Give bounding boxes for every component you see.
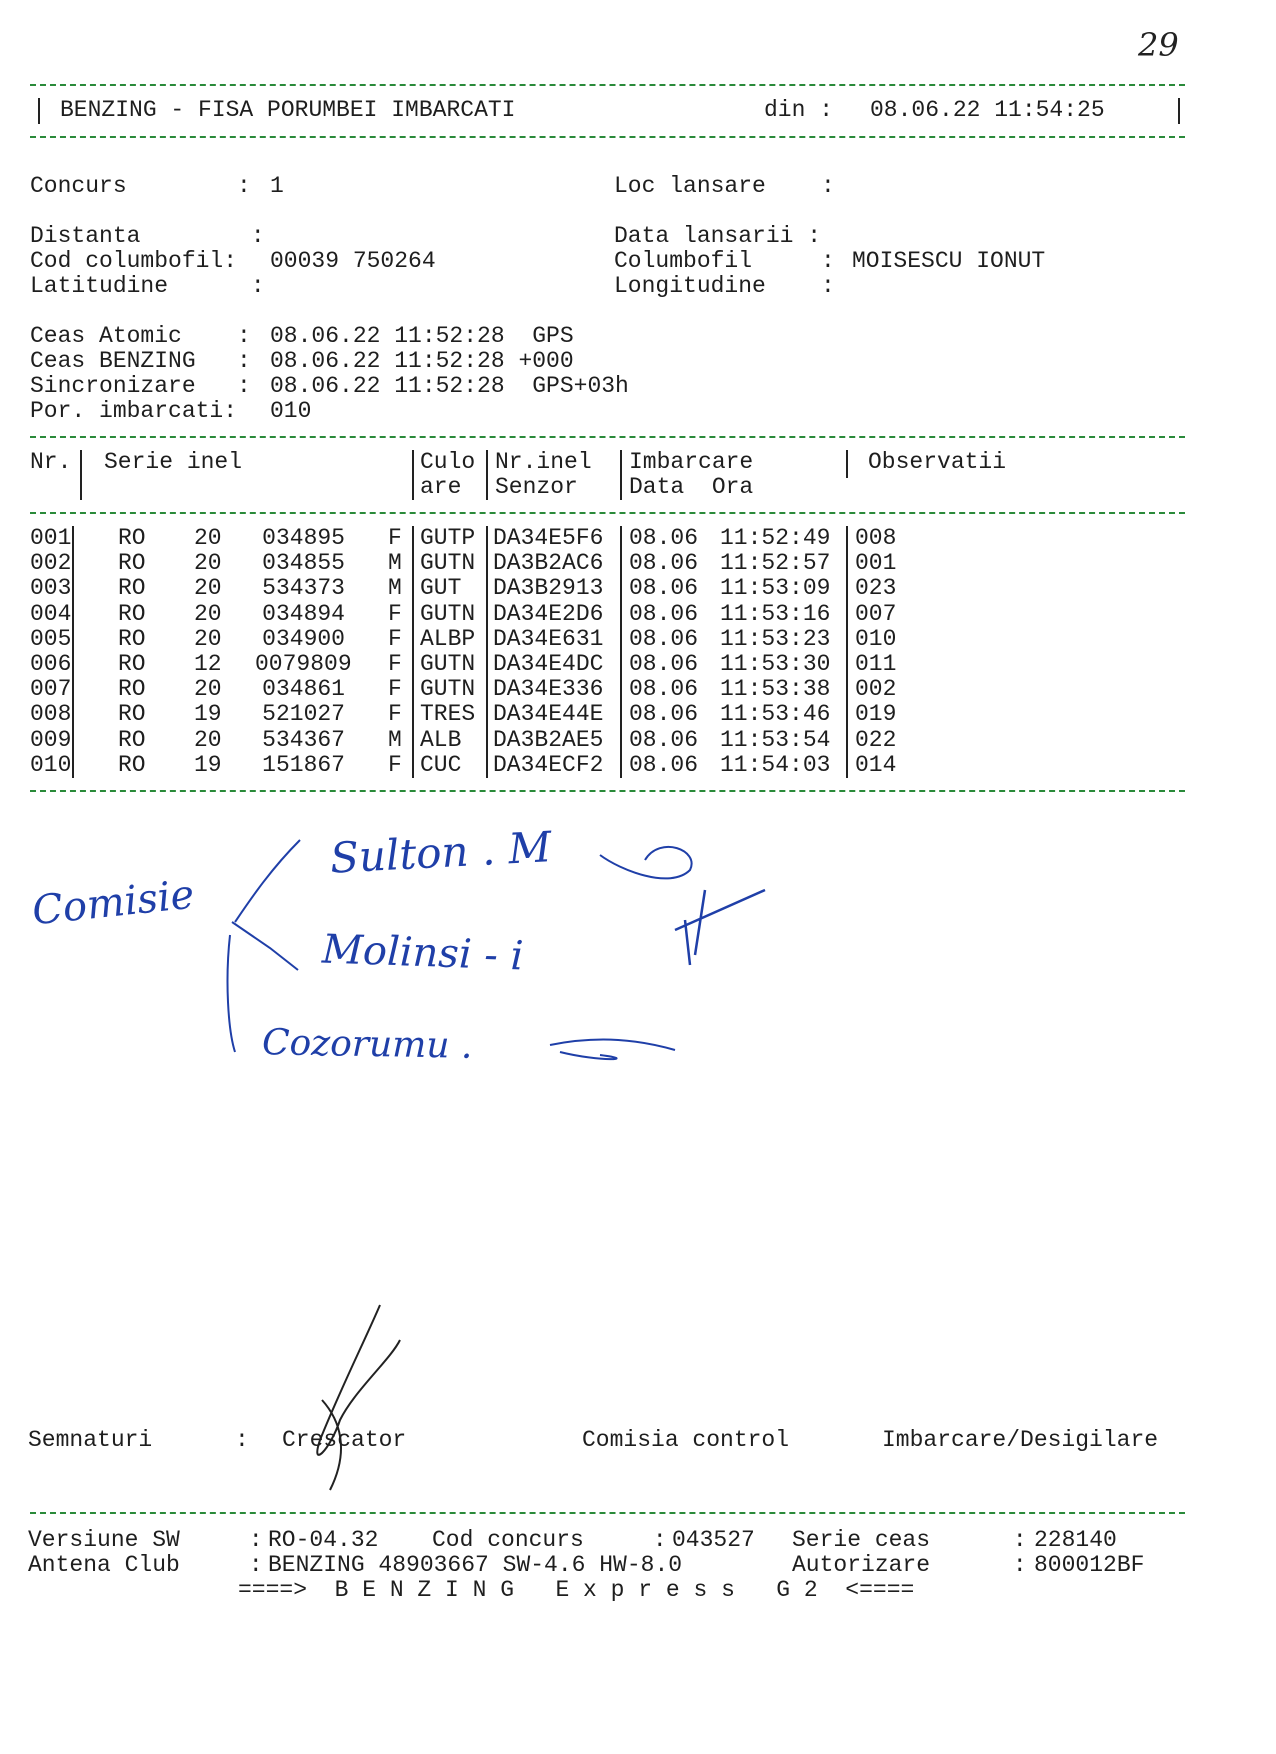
cell-an: 20 xyxy=(194,726,222,753)
cell-data: 08.06 xyxy=(629,625,699,652)
imbarcare-desigilare-label: Imbarcare/Desigilare xyxy=(882,1427,1159,1453)
divider xyxy=(30,1512,1185,1514)
autorizare-value: 800012BF xyxy=(1034,1552,1145,1578)
crescator-signature xyxy=(270,1300,470,1500)
cell-sex: F xyxy=(388,525,402,551)
cell-data: 08.06 xyxy=(629,651,699,677)
cell-culoare: GUTP xyxy=(420,525,476,551)
concurs-value: 1 xyxy=(270,173,284,199)
antena-club-value: BENZING 48903667 SW-4.6 HW-8.0 xyxy=(268,1552,683,1578)
handwritten-bracket-and-signatures xyxy=(0,830,800,1130)
cell-an: 20 xyxy=(194,575,222,602)
col-header-culoare: Culo xyxy=(420,449,476,475)
cell-nr: 009 xyxy=(30,726,72,753)
cell-culoare: CUC xyxy=(420,751,462,778)
cell-nr: 006 xyxy=(30,651,72,677)
crescator-label: Crescator xyxy=(282,1427,407,1453)
cell-sex: F xyxy=(388,600,402,627)
cell-data: 08.06 xyxy=(629,525,699,551)
cell-ora: 11:53:30 xyxy=(720,651,831,677)
cell-ora: 11:52:49 xyxy=(720,525,831,551)
col-header-observatii: Observatii xyxy=(868,449,1007,475)
cell-tara: RO xyxy=(118,625,146,652)
header-col-sep xyxy=(846,450,848,478)
divider xyxy=(30,136,1185,138)
cell-an: 20 xyxy=(194,525,222,551)
cod-columbofil-value: 00039 750264 xyxy=(270,248,436,274)
din-value: 08.06.22 11:54:25 xyxy=(870,97,1105,123)
handwritten-comisie: Comisie xyxy=(30,871,197,935)
cell-culoare: ALB xyxy=(420,726,462,753)
cell-sex: M xyxy=(388,550,402,577)
cell-tara: RO xyxy=(118,550,146,577)
cell-ora: 11:53:54 xyxy=(720,726,831,753)
cell-culoare: GUTN xyxy=(420,676,476,703)
handwritten-name-1: Sulton . M xyxy=(328,822,553,883)
cell-data: 08.06 xyxy=(629,676,699,703)
cell-senzor: DA3B2AE5 xyxy=(493,726,604,753)
cell-sex: M xyxy=(388,726,402,753)
sincronizare-label: Sincronizare : xyxy=(30,373,251,399)
divider xyxy=(30,512,1185,514)
cell-sex: F xyxy=(388,701,402,728)
cell-obs: 008 xyxy=(855,525,897,551)
cell-ora: 11:53:38 xyxy=(720,676,831,703)
cell-ora: 11:53:23 xyxy=(720,625,831,652)
sincronizare-value: 08.06.22 11:52:28 GPS+03h xyxy=(270,373,629,399)
cell-senzor: DA34E2D6 xyxy=(493,600,604,627)
cell-obs: 010 xyxy=(855,625,897,652)
col-header-serie-inel: Serie inel xyxy=(104,449,243,475)
cod-concurs-label: Cod concurs : xyxy=(432,1527,667,1553)
distanta-label: Distanta : xyxy=(30,223,265,249)
cell-ora: 11:54:03 xyxy=(720,751,831,778)
col-header-data-ora: Data Ora xyxy=(629,474,754,500)
versiune-sw-value: RO-04.32 xyxy=(268,1527,379,1553)
cell-inel: 034894 xyxy=(262,600,345,627)
cell-data: 08.06 xyxy=(629,600,699,627)
col-sep xyxy=(486,526,488,778)
header-left-bar xyxy=(38,98,40,124)
cell-culoare: GUTN xyxy=(420,600,476,627)
cell-an: 20 xyxy=(194,676,222,703)
ceas-atomic-label: Ceas Atomic : xyxy=(30,323,251,349)
columbofil-value: MOISESCU IONUT xyxy=(852,248,1046,274)
cell-nr: 010 xyxy=(30,751,72,778)
header-right-bar xyxy=(1178,98,1180,124)
cell-senzor: DA34E5F6 xyxy=(493,525,604,551)
divider xyxy=(30,84,1185,86)
ceas-benzing-value: 08.06.22 11:52:28 +000 xyxy=(270,348,574,374)
header-col-sep xyxy=(620,450,622,500)
cell-senzor: DA3B2913 xyxy=(493,575,604,602)
divider xyxy=(30,790,1185,792)
cell-obs: 007 xyxy=(855,600,897,627)
concurs-label: Concurs : xyxy=(30,173,251,199)
cod-concurs-value: 043527 xyxy=(672,1527,755,1553)
report-title: BENZING - FISA PORUMBEI IMBARCATI xyxy=(60,97,516,123)
cell-an: 19 xyxy=(194,751,222,778)
cell-ora: 11:53:46 xyxy=(720,701,831,728)
cell-senzor: DA34E44E xyxy=(493,701,604,728)
cell-nr: 002 xyxy=(30,550,72,577)
cell-tara: RO xyxy=(118,676,146,703)
cell-culoare: GUTN xyxy=(420,550,476,577)
col-sep xyxy=(620,526,622,778)
col-sep xyxy=(72,526,74,778)
col-header-culoare-2: are xyxy=(420,474,462,500)
col-sep xyxy=(846,526,848,778)
col-header-nr: Nr. xyxy=(30,449,72,475)
cell-an: 20 xyxy=(194,625,222,652)
cell-inel: 034855 xyxy=(262,550,345,577)
cell-tara: RO xyxy=(118,600,146,627)
cell-obs: 019 xyxy=(855,701,897,728)
cell-data: 08.06 xyxy=(629,575,699,602)
cell-tara: RO xyxy=(118,701,146,728)
cell-sex: M xyxy=(388,575,402,602)
col-sep xyxy=(412,526,414,778)
semnaturi-label: Semnaturi : xyxy=(28,1427,249,1453)
cell-inel: 034861 xyxy=(262,676,345,703)
page-number: 29 xyxy=(1138,26,1179,64)
cell-data: 08.06 xyxy=(629,751,699,778)
cell-inel: 534373 xyxy=(262,575,345,602)
cell-tara: RO xyxy=(118,525,146,551)
por-imbarcati-value: 010 xyxy=(270,398,312,424)
cell-tara: RO xyxy=(118,726,146,753)
cell-obs: 023 xyxy=(855,575,897,602)
cell-nr: 008 xyxy=(30,701,72,728)
cell-senzor: DA34E631 xyxy=(493,625,604,652)
cell-sex: F xyxy=(388,676,402,703)
por-imbarcati-label: Por. imbarcati: xyxy=(30,398,238,424)
longitudine-label: Longitudine : xyxy=(614,273,835,299)
cell-inel: 0079809 xyxy=(255,651,352,677)
header-col-sep xyxy=(412,450,414,500)
cell-an: 19 xyxy=(194,701,222,728)
cell-tara: RO xyxy=(118,651,146,677)
cell-data: 08.06 xyxy=(629,726,699,753)
header-col-sep xyxy=(80,450,82,500)
ceas-benzing-label: Ceas BENZING : xyxy=(30,348,251,374)
cell-an: 20 xyxy=(194,550,222,577)
versiune-sw-label: Versiune SW : xyxy=(28,1527,263,1553)
cell-culoare: GUT xyxy=(420,575,462,602)
cell-tara: RO xyxy=(118,575,146,602)
cell-obs: 014 xyxy=(855,751,897,778)
col-header-nr-inel: Nr.inel xyxy=(495,449,592,475)
cell-culoare: ALBP xyxy=(420,625,476,652)
cell-tara: RO xyxy=(118,751,146,778)
cell-obs: 002 xyxy=(855,676,897,703)
cell-nr: 004 xyxy=(30,600,72,627)
cell-senzor: DA34E336 xyxy=(493,676,604,703)
cell-sex: F xyxy=(388,625,402,652)
cod-columbofil-label: Cod columbofil: xyxy=(30,248,238,274)
cell-senzor: DA34ECF2 xyxy=(493,751,604,778)
ceas-atomic-value: 08.06.22 11:52:28 GPS xyxy=(270,323,574,349)
benzing-express-banner: ====> B E N Z I N G E x p r e s s G 2 <==== xyxy=(238,1577,915,1603)
cell-inel: 151867 xyxy=(262,751,345,778)
columbofil-label: Columbofil : xyxy=(614,248,835,274)
cell-senzor: DA34E4DC xyxy=(493,651,604,677)
cell-inel: 534367 xyxy=(262,726,345,753)
cell-inel: 034895 xyxy=(262,525,345,551)
col-header-senzor: Senzor xyxy=(495,474,578,500)
cell-nr: 007 xyxy=(30,676,72,703)
cell-ora: 11:53:16 xyxy=(720,600,831,627)
cell-obs: 022 xyxy=(855,726,897,753)
cell-ora: 11:53:09 xyxy=(720,575,831,602)
col-header-imbarcare: Imbarcare xyxy=(629,449,754,475)
divider xyxy=(30,436,1185,438)
cell-nr: 001 xyxy=(30,525,72,551)
cell-an: 20 xyxy=(194,600,222,627)
cell-an: 12 xyxy=(194,651,222,677)
cell-culoare: TRES xyxy=(420,701,476,728)
cell-obs: 011 xyxy=(855,651,897,677)
cell-senzor: DA3B2AC6 xyxy=(493,550,604,577)
latitudine-label: Latitudine : xyxy=(30,273,265,299)
handwritten-name-2: Molinsi - i xyxy=(321,926,525,980)
cell-sex: F xyxy=(388,751,402,778)
cell-inel: 034900 xyxy=(262,625,345,652)
cell-sex: F xyxy=(388,651,402,677)
din-label: din : xyxy=(764,97,834,123)
autorizare-label: Autorizare : xyxy=(792,1552,1027,1578)
cell-culoare: GUTN xyxy=(420,651,476,677)
serie-ceas-label: Serie ceas : xyxy=(792,1527,1027,1553)
cell-ora: 11:52:57 xyxy=(720,550,831,577)
cell-inel: 521027 xyxy=(262,701,345,728)
cell-obs: 001 xyxy=(855,550,897,577)
comisia-control-label: Comisia control xyxy=(582,1427,790,1453)
cell-nr: 003 xyxy=(30,575,72,602)
cell-data: 08.06 xyxy=(629,550,699,577)
serie-ceas-value: 228140 xyxy=(1034,1527,1117,1553)
cell-nr: 005 xyxy=(30,625,72,652)
data-lansarii-label: Data lansarii : xyxy=(614,223,822,249)
handwritten-name-3: Cozorumu . xyxy=(261,1022,473,1067)
header-col-sep xyxy=(486,450,488,500)
loc-lansare-label: Loc lansare : xyxy=(614,173,835,199)
antena-club-label: Antena Club : xyxy=(28,1552,263,1578)
cell-data: 08.06 xyxy=(629,701,699,728)
